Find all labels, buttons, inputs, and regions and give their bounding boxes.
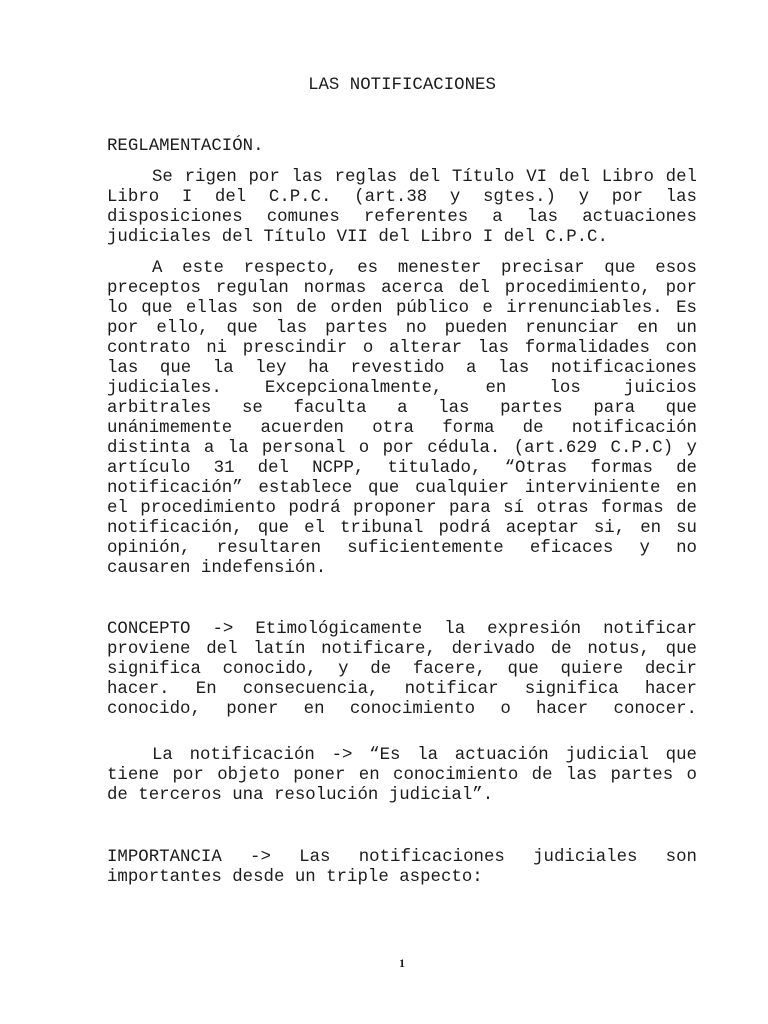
paragraph-importancia (107, 848, 697, 888)
paragraph-line: disposiciones comunes referentes a las actuaciones (107, 208, 697, 227)
paragraph-line: por ello, que las partes no pueden renunciar en un (107, 319, 697, 338)
paragraph-concepto (107, 620, 697, 720)
paragraph-line: judiciales del Título VII del Libro I del C.P.C. (107, 228, 608, 247)
paragraph-line: artículo 31 del NCPP, titulado, “Otras formas de (107, 459, 697, 478)
paragraph-line: La notificación -> “Es la actuación judicial que (152, 746, 697, 765)
paragraph-line: las que la ley ha revestido a las notificaciones (107, 359, 697, 378)
section-heading: REGLAMENTACIÓN. (107, 137, 264, 156)
paragraph-line: opinión, resultaren suficientemente eficaces y no (107, 539, 697, 558)
page-number: 1 (399, 956, 405, 970)
paragraph-line: Libro I del C.P.C. (art.38 y sgtes.) y por las (107, 188, 697, 207)
paragraph-line: causaren indefensión. (107, 559, 327, 578)
paragraph-line: proviene del latín notificare, derivado de notus, que (107, 640, 697, 659)
paragraph-line: Se rigen por las reglas del Título VI del Libro del (152, 168, 697, 187)
paragraph-line: conocido, poner en conocimiento o hacer conocer. (107, 700, 697, 719)
paragraph-line: notificación” establece que cualquier interviniente en (107, 479, 697, 498)
paragraph-line: de terceros una resolución judicial”. (107, 786, 494, 805)
document-title: LAS NOTIFICACIONES (308, 76, 496, 95)
paragraph-reglamentacion (107, 168, 697, 248)
paragraph-line: contrato ni prescindir o alterar las formalidades con (107, 339, 697, 358)
paragraph-respecto (107, 259, 697, 579)
paragraph-line: lo que ellas son de orden público e irrenunciables. Es (107, 299, 697, 318)
paragraph-line: notificación, que el tribunal podrá aceptar si, en su (107, 519, 697, 538)
paragraph-definicion (107, 746, 697, 806)
paragraph-line: IMPORTANCIA -> Las notificaciones judiciales son (107, 848, 697, 867)
paragraph-line: judiciales. Excepcionalmente, en los juicios (107, 379, 697, 398)
paragraph-line: A este respecto, es menester precisar que esos (152, 259, 697, 278)
paragraph-line: distinta a la personal o por cédula. (art.629 C.P.C) y (107, 439, 697, 458)
paragraph-line: CONCEPTO -> Etimológicamente la expresión notificar (107, 620, 697, 639)
paragraph-line: arbitrales se faculta a las partes para que (107, 399, 697, 418)
paragraph-line: importantes desde un triple aspecto: (107, 868, 483, 887)
paragraph-line: tiene por objeto poner en conocimiento de las partes o (107, 766, 697, 785)
paragraph-line: unánimemente acuerden otra forma de notificación (107, 419, 697, 438)
paragraph-line: significa conocido, y de facere, que quiere decir (107, 660, 697, 679)
paragraph-line: hacer. En consecuencia, notificar significa hacer (107, 680, 697, 699)
paragraph-line: el procedimiento podrá proponer para sí otras formas de (107, 499, 697, 518)
paragraph-line: preceptos regulan normas acerca del procedimiento, por (107, 279, 697, 298)
